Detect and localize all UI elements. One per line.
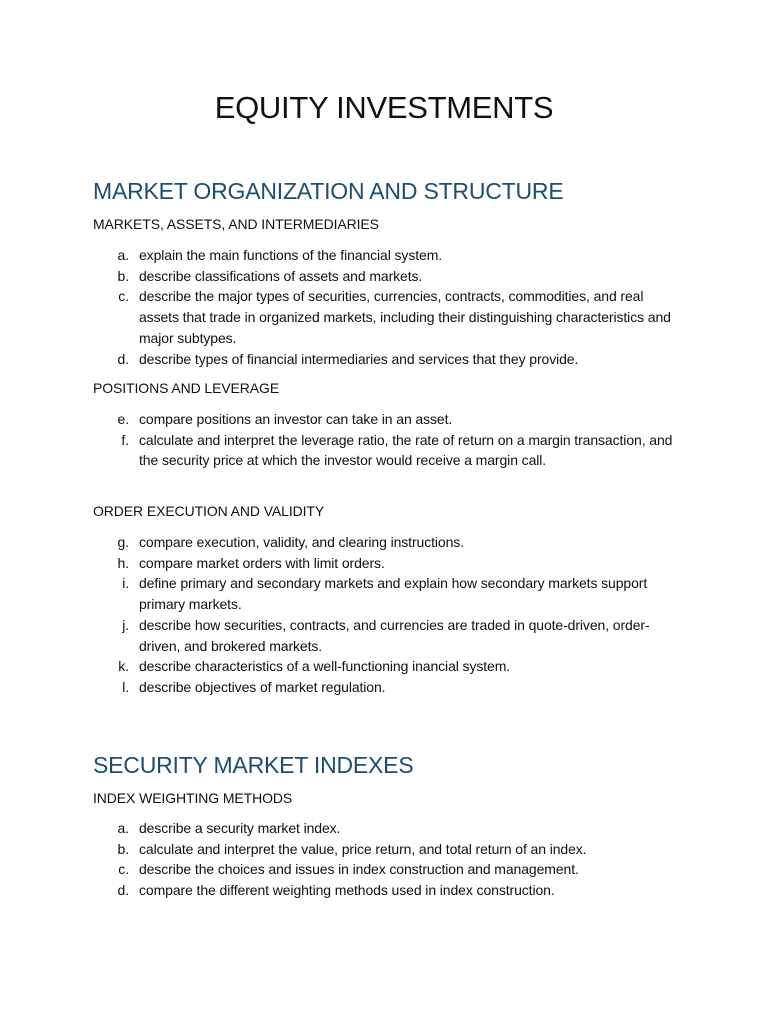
list-item-text: compare the different weighting methods used in index construction.: [139, 882, 555, 899]
list-item: [93, 532, 683, 553]
list-item-text: describe the choices and issues in index construction and management.: [139, 861, 579, 878]
list-item-text: calculate and interpret the leverage ratio, the rate of return on a margin transaction, and the security price at which the investor would receive a margin call.: [139, 431, 673, 469]
list-item: [93, 818, 683, 839]
list-item-text: explain the main functions of the financial system.: [139, 247, 443, 263]
list-item-text: compare positions an investor can take in an asset.: [139, 411, 453, 427]
list-item-text: describe types of financial intermediaries and services that they provide.: [139, 350, 579, 367]
section-heading: MARKET ORGANIZATION AND STRUCTURE: [93, 178, 564, 204]
subheading: INDEX WEIGHTING METHODS: [93, 790, 293, 806]
objective-list: [93, 532, 683, 698]
list-marker: i.: [122, 575, 129, 592]
list-marker: c.: [118, 288, 129, 305]
list-marker: a.: [117, 247, 129, 263]
list-item: [93, 615, 683, 656]
objective-list: [93, 818, 683, 901]
list-item: [93, 409, 683, 430]
list-item: [93, 245, 683, 266]
list-marker: d.: [117, 882, 129, 899]
list-item: [93, 573, 683, 614]
list-marker: l.: [122, 678, 129, 695]
list-marker: k.: [118, 658, 129, 675]
list-item-text: describe how securities, contracts, and currencies are traded in quote-driven, order-driven, and brokered markets.: [139, 616, 650, 654]
list-marker: b.: [117, 840, 129, 857]
list-item: [93, 553, 683, 574]
list-item-text: define primary and secondary markets and explain how secondary markets support primary markets.: [139, 575, 648, 613]
list-item: [93, 430, 683, 471]
list-item: [93, 677, 683, 698]
list-marker: e.: [117, 411, 129, 427]
document-title: EQUITY INVESTMENTS: [214, 90, 554, 125]
list-item: [93, 349, 683, 370]
list-item-text: compare execution, validity, and clearing instructions.: [139, 534, 464, 550]
subheading: MARKETS, ASSETS, AND INTERMEDIARIES: [93, 216, 379, 232]
list-item: [93, 286, 683, 348]
list-item: [93, 859, 683, 880]
list-marker: j.: [122, 616, 129, 633]
list-marker: c.: [118, 861, 129, 878]
objective-list: [93, 409, 683, 471]
list-marker: h.: [117, 554, 129, 571]
list-marker: b.: [117, 267, 129, 284]
list-marker: f.: [121, 431, 129, 448]
subheading: POSITIONS AND LEVERAGE: [93, 380, 280, 396]
list-marker: a.: [117, 820, 129, 836]
list-item-text: calculate and interpret the value, price return, and total return of an index.: [139, 840, 587, 857]
section-heading: SECURITY MARKET INDEXES: [93, 752, 414, 778]
list-item-text: compare market orders with limit orders.: [139, 554, 385, 571]
subheading: ORDER EXECUTION AND VALIDITY: [93, 503, 325, 519]
list-item: [93, 839, 683, 860]
list-item: [93, 656, 683, 677]
list-item-text: describe objectives of market regulation.: [139, 678, 386, 695]
list-marker: d.: [117, 350, 129, 367]
list-marker: g.: [117, 534, 129, 550]
list-item-text: describe the major types of securities, currencies, contracts, commodities, and real assets that trade in organized markets, including their distinguishing characteristics and major subtypes.: [139, 288, 671, 346]
list-item: [93, 266, 683, 287]
list-item-text: describe characteristics of a well-functioning inancial system.: [139, 658, 511, 675]
list-item-text: describe classifications of assets and markets.: [139, 267, 423, 284]
objective-list: [93, 245, 683, 369]
list-item-text: describe a security market index.: [139, 820, 341, 836]
list-item: [93, 880, 683, 901]
